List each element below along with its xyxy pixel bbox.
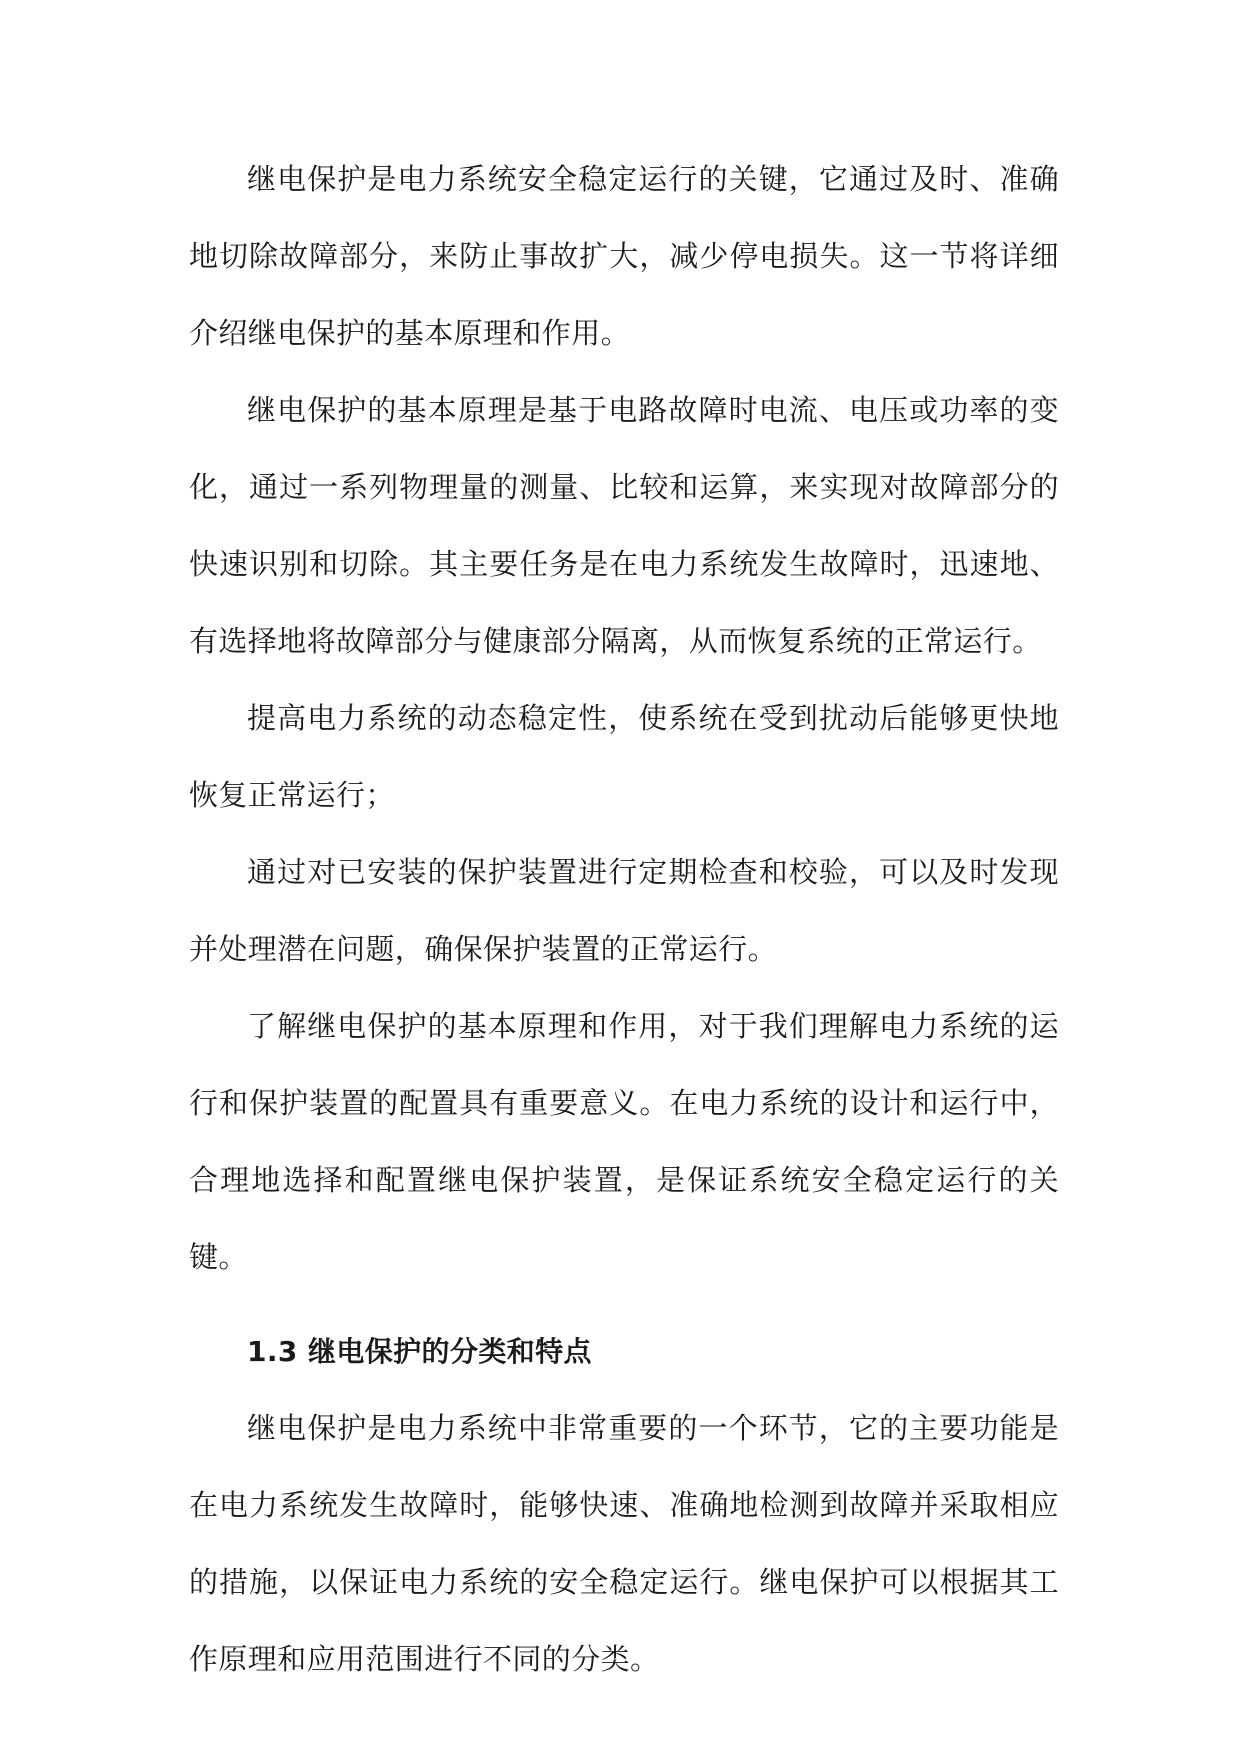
paragraph-classification: 继电保护是电力系统中非常重要的一个环节，它的主要功能是在电力系统发生故障时，能够快速、准确地检测到故障并采取相应的措施，以保证电力系统的安全稳定运行。继电保护可以根据其工作原理和应用范围进行不同的分类。 xyxy=(189,1411,1059,1676)
section-heading: 1.3 继电保护的分类和特点 xyxy=(247,1335,592,1368)
paragraph-intro: 继电保护是电力系统安全稳定运行的关键，它通过及时、准确地切除故障部分，来防止事故扩大，减少停电损失。这一节将详细介绍继电保护的基本原理和作用。 xyxy=(189,162,1059,350)
paragraph-principle: 继电保护的基本原理是基于电路故障时电流、电压或功率的变化，通过一系列物理量的测量、比较和运算，来实现对故障部分的快速识别和切除。其主要任务是在电力系统发生故障时，迅速地、有选择地将故障部分与健康部分隔离，从而恢复系统的正常运行。 xyxy=(189,393,1059,658)
section-gap xyxy=(189,1296,1059,1313)
paragraph-significance: 了解继电保护的基本原理和作用，对于我们理解电力系统的运行和保护装置的配置具有重要意义。在电力系统的设计和运行中，合理地选择和配置继电保护装置，是保证系统安全稳定运行的关键。 xyxy=(189,1009,1059,1274)
document-body xyxy=(189,141,1059,1698)
paragraph-stability: 提高电力系统的动态稳定性，使系统在受到扰动后能够更快地恢复正常运行； xyxy=(189,701,1059,812)
paragraph-inspection: 通过对已安装的保护装置进行定期检查和校验，可以及时发现并处理潜在问题，确保保护装置的正常运行。 xyxy=(189,855,1059,966)
